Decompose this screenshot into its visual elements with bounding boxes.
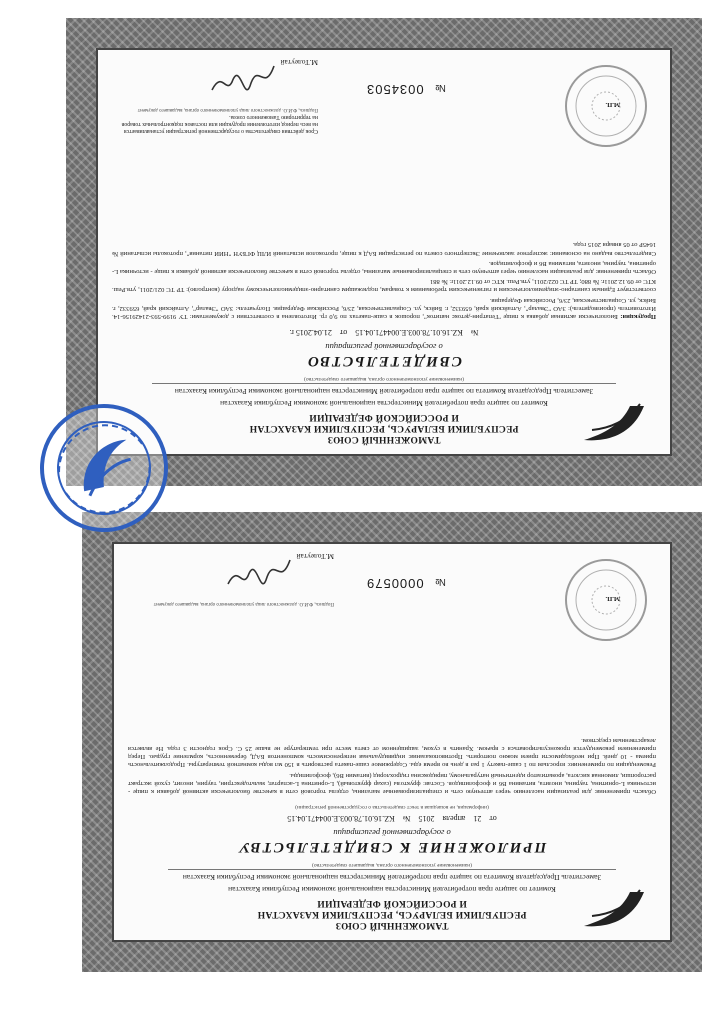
certificate-title: СВИДЕТЕЛЬСТВО (306, 353, 462, 369)
seal-label: М.П. (605, 595, 620, 602)
signer-name: М.Толеутай (280, 58, 318, 67)
union-title-line: И РОССИЙСКОЙ ФЕДЕРАЦИИ (309, 412, 459, 422)
certificate-page (96, 48, 672, 456)
serial-prefix: № (434, 576, 446, 587)
appendix-sheet (82, 512, 702, 972)
appendix-page (112, 542, 672, 942)
signer-name: М.Толеутай (296, 552, 334, 561)
signer-caption: Подпись, Ф.И.О. должностного лица уполномоченного органа, выдавшего документ (137, 107, 318, 112)
serial-value: 0000579 (366, 576, 424, 591)
handwritten-signature-icon (208, 56, 278, 100)
union-title-line: ТАМОЖЕННЫЙ СОЮЗ (335, 920, 449, 930)
usage-text: Рекомендации по применению: взрослым по 1 саше-пакету 1 раз в день во время еды. Содержимое саше-пакета растворить в 150 мл воды комнатной температуры. Продолжительность приема - 10 дней. При необходимости прием можно повторить. Противопоказания: индивидуальная непереносимость компонентов БАД, беременность, кормление грудью. Перед применением рекомендуется проконсультироваться с врачом. Хранить в сухом, защищенном от света месте при температуре не выше 25 С. Срок годности 3 года. Не является лекарственным средством. (128, 736, 656, 769)
appendix-title: ПРИЛОЖЕНИЕ К СВИДЕТЕЛЬСТВУ (237, 839, 547, 855)
committee-name: Комитет по защите прав потребителей Министерства национальной экономики Республики Казахстан (228, 885, 556, 894)
certificate-subtitle: о государственной регистрации (325, 342, 443, 352)
serial-value: 0034503 (366, 82, 424, 97)
registration-line (112, 328, 656, 337)
handwritten-signature-icon (224, 550, 294, 594)
certificate-body (112, 240, 656, 320)
appendix-registration-line (128, 814, 656, 823)
deputy-title: Заместитель Председателя Комитета по защите прав потребителей Министерства национальной экономики Республики Казахстан (174, 387, 594, 396)
deputy-title: Заместитель Председателя Комитета по защите прав потребителей Министерства национальной экономики Республики Казахстан (182, 873, 602, 882)
date-prefix: от (339, 328, 348, 337)
product-label: Продукция: (620, 313, 656, 320)
signer-block (134, 550, 334, 606)
appendix-body (128, 736, 656, 795)
appendix-footer (128, 550, 656, 666)
serial-prefix: № (434, 82, 446, 93)
customs-union-logo-icon (580, 886, 650, 932)
product-text: Биологически активная добавка к пище "Гепатрин-детокс напиток", порошок в саше-пакетах по 9,0 гр. Изготовлена в соответствии с документами: ТУ 9199-593-21429156-14. Изготовитель (производитель): ЗАО "Эвалар", Алтайский край, 659332, г. Бийск, ул. Социалистическая, 23/6, Российская Федерация. Получатель: ЗАО "Эвалар", Алтайский край, 659332, г. Бийск, ул. Социалистическая, 23/6, Российская Федерация. (112, 296, 656, 320)
date-year: 2015 (418, 814, 435, 823)
issuer-note: (наименование уполномоченного органа, выдавшего свидетельство) (168, 861, 616, 870)
registration-number: KZ.16.01.78.003.E.004471.04.15 (355, 328, 463, 337)
appendix-subtitle: о государственной регистрации (333, 828, 451, 838)
appendix-header (128, 803, 656, 932)
union-title-line: РЕСПУБЛИКИ БЕЛАРУСЬ, РЕСПУБЛИКИ КАЗАХСТАН (249, 423, 519, 433)
union-title-line: И РОССИЙСКОЙ ФЕДЕРАЦИИ (317, 898, 467, 908)
serial-number (366, 576, 446, 591)
info-note: (информация, не вошедшая в текст свидетельства о государственной регистрации) (295, 804, 489, 810)
date-month: апреля (442, 814, 466, 823)
issuer-note: (наименование уполномоченного органа, выдавшего свидетельство) (152, 375, 616, 384)
committee-name: Комитет по защите прав потребителей Министерства национальной экономики Республики Казахстан (220, 399, 548, 408)
seal-label: М.П. (605, 101, 620, 108)
number-label: № (402, 814, 411, 823)
customs-union-logo-icon (580, 400, 650, 446)
conformity-text: соответствует Единым санитарно-эпидемиологическим и гигиеническим требованиям к товарам, подлежащим санитарно-эпидемиологическому надзору (контролю): ТР ТС 021/2011, утв.Реш. КТС от 09.12.2011г. № 880; ТР ТС 022/2011, утв.Реш. КТС от 09.12.2011г. № 881 (112, 278, 656, 294)
signer-block (118, 56, 318, 112)
signer-caption: Подпись, Ф.И.О. должностного лица уполномоченного органа, выдавшего документ (153, 601, 334, 606)
registration-date: 21.04.2015 г. (289, 328, 332, 337)
union-title-line: ТАМОЖЕННЫЙ СОЮЗ (327, 434, 441, 444)
union-title-line: РЕСПУБЛИКИ БЕЛАРУСЬ, РЕСПУБЛИКИ КАЗАХСТАН (257, 909, 527, 919)
validity-text: Срок действия свидетельства о государственной регистрации устанавливается на весь период изготовления продукции или поставок подконтрольных товаров на территорию Таможенного союза. (121, 114, 318, 134)
scope-text: Область применения: для реализации населению через аптечную сеть и специализированные магазины, отделы торговой сети в качестве биологически активной добавки к пище - источника L-орнитина, таурина, инозита, витамина B6 и фосфолипидов. (112, 259, 656, 275)
basis-text: Свидетельство выдано на основании: экспертное заключение Экспертного совета по регистрации БАД к пище, протоколов испытаний ИЛЦ ФГБУН "НИИ питания", протоколы испытаний № 1645Р от 05 января 2015 года. (112, 241, 656, 257)
certificate-sheet (66, 18, 702, 486)
certificate-footer (112, 56, 656, 172)
registration-number: KZ.16.01.78.003.E.004471.04.15 (287, 814, 395, 823)
certificate-header (112, 328, 656, 446)
number-label: № (470, 328, 479, 337)
composition-text: Область применения: для реализации населению через аптечную сеть и специализированные магазины, отделы торговой сети в качестве биологически активной добавки к пище - источника L-орнитина, таурина, инозита, витамина B6 и фосфолипидов. Состав: фруктозы (сахар фруктовый), L-орнитина L-аспартат, мальтодекстрин, таурин, инозит, сухой экстракт расторопши, лимонная кислота, ароматизатор идентичный натуральному, пиридоксина гидрохлорид (витамин B6), фосфолипиды. (128, 771, 656, 795)
date-prefix: от (489, 814, 497, 823)
serial-number (366, 82, 446, 97)
date-day: 21 (473, 814, 482, 823)
